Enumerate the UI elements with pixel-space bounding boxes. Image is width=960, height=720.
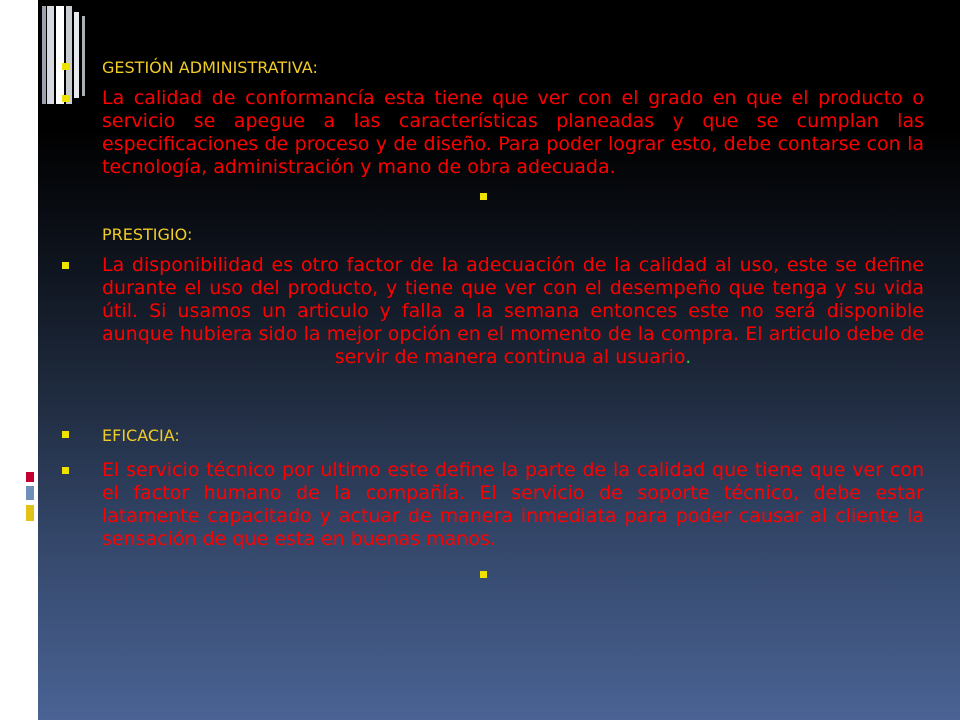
section-heading-gestion bbox=[62, 55, 924, 81]
bullet-icon bbox=[62, 95, 69, 102]
bullet-icon bbox=[480, 193, 487, 200]
paragraph-text: La disponibilidad es otro factor de la adecuación de la calidad al uso, este se define durante el uso del producto, y tiene que ver con el desempeño que tenga y su vida útil. Si usamos un articulo y falla a la semana entonces este no será disponible aunque hubiera sido la mejor opción en el momento de la compra. El articulo debe de servir de manera continua al usuario bbox=[102, 254, 924, 368]
paragraph-end-mark: . bbox=[685, 346, 692, 368]
section-paragraph-eficacia bbox=[62, 459, 924, 551]
bullet-icon bbox=[62, 431, 69, 438]
heading-text: EFICACIA: bbox=[102, 426, 180, 445]
heading-text: PRESTIGIO: bbox=[102, 225, 193, 244]
empty-bullet-item bbox=[62, 185, 924, 208]
paragraph-text: La calidad de conformancía esta tiene que ver con el grado en que el producto o servicio se apegue a las características planeadas y que se cumplan las especificaciones de proceso y de diseño. Para poder lograr esto, debe contarse con la tecnología, administración y mano de obra adecuada. bbox=[102, 87, 924, 178]
section-paragraph-prestigio bbox=[62, 254, 924, 369]
bullet-icon bbox=[62, 262, 69, 269]
bullet-icon bbox=[62, 63, 69, 70]
empty-bullet-item bbox=[62, 563, 924, 586]
paragraph-text: El servicio técnico por ultimo este define la parte de la calidad que tiene que ver con el factor humano de la compañía. El servicio de soporte técnico, debe estar latamente capacitado y actuar de manera inmediata para poder causar al cliente la sensación de que esta en buenas manos. bbox=[102, 459, 924, 550]
left-margin-band bbox=[0, 0, 38, 720]
heading-text: GESTIÓN ADMINISTRATIVA: bbox=[102, 58, 318, 77]
bullet-icon bbox=[62, 467, 69, 474]
bullet-icon bbox=[480, 571, 487, 578]
section-heading-prestigio bbox=[62, 222, 924, 248]
slide-content bbox=[62, 55, 924, 586]
section-paragraph-gestion bbox=[62, 87, 924, 179]
section-heading-eficacia bbox=[62, 423, 924, 449]
